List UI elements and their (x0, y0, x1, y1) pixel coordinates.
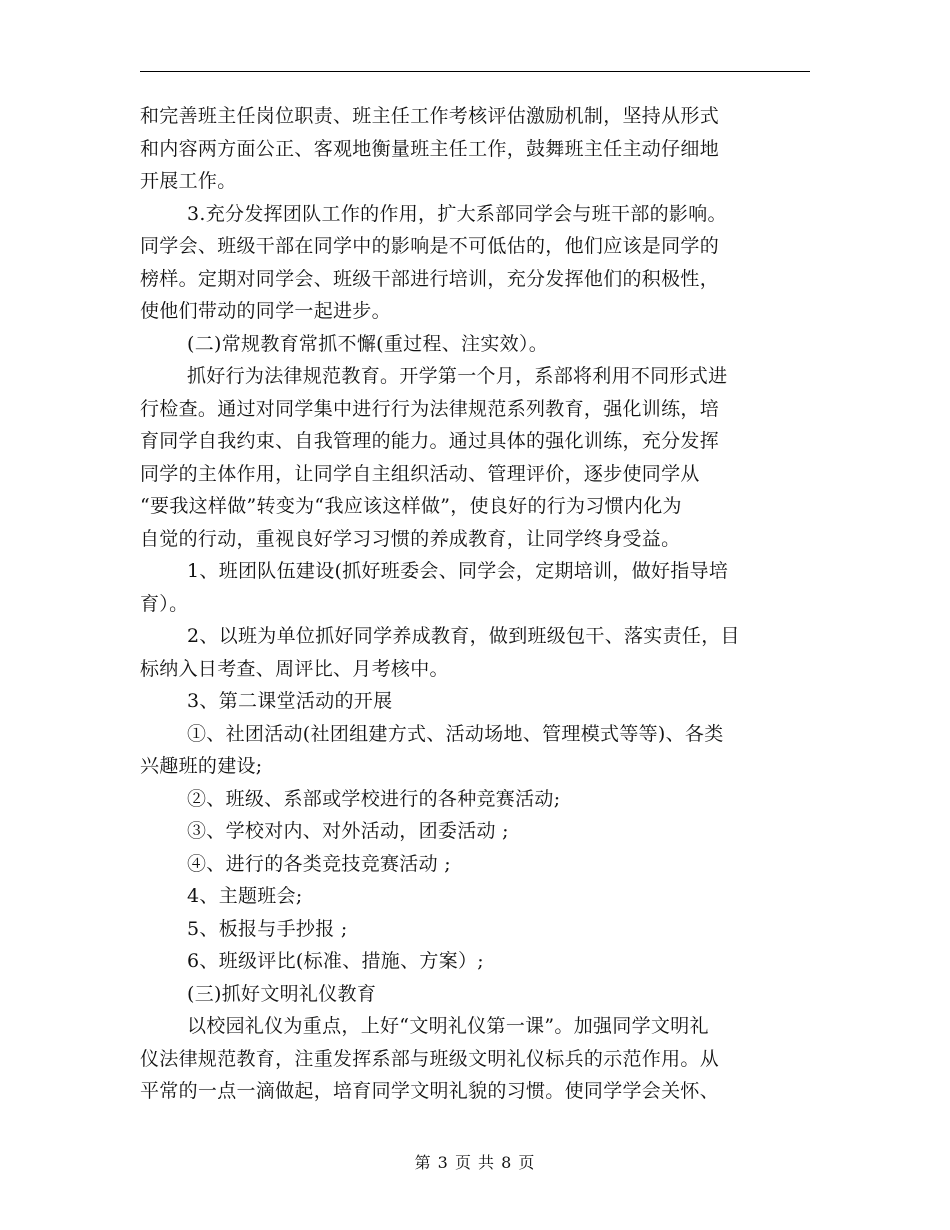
text-line: 3.充分发挥团队工作的作用，扩大系部同学会与班干部的影响。 (187, 202, 727, 225)
text-line: 自觉的行动，重视良好学习习惯的养成教育，让同学终身受益。 (140, 527, 681, 550)
text-line: ③、学校对内、对外活动，团委活动 ; (187, 820, 509, 842)
text-line: 使他们带动的同学一起进步。 (140, 300, 391, 322)
text-line: ①、社团活动(社团组建方式、活动场地、管理模式等等)、各类 (187, 722, 724, 745)
text-line: ④、进行的各类竞技竞赛活动 ; (187, 852, 451, 875)
text-line: (三)抓好文明礼仪教育 (187, 982, 377, 1005)
text-line: 榜样。定期对同学会、班级干部进行培训，充分发挥他们的积极性， (140, 267, 720, 290)
text-line: 6、班级评比(标准、措施、方案）; (187, 950, 485, 972)
text-line: 3、第二课堂活动的开展 (187, 690, 393, 712)
text-line: 同学会、班级干部在同学中的影响是不可低估的，他们应该是同学的 (140, 235, 720, 257)
text-line: 开展工作。 (140, 170, 237, 192)
text-line: 行检查。通过对同学集中进行行为法律规范系列教育，强化训练，培 (140, 397, 720, 420)
text-line: 仪法律规范教育，注重发挥系部与班级文明礼仪标兵的示范作用。从 (140, 1047, 720, 1070)
text-line: 育同学自我约束、自我管理的能力。通过具体的强化训练，充分发挥 (140, 430, 720, 452)
text-line: 2、以班为单位抓好同学养成教育，做到班级包干、落实责任，目 (187, 625, 740, 647)
text-line: 和内容两方面公正、客观地衡量班主任工作，鼓舞班主任主动仔细地 (140, 137, 720, 160)
text-line: 1、班团队伍建设(抓好班委会、同学会，定期培训，做好指导培 (187, 560, 729, 582)
text-line: 同学的主体作用，让同学自主组织活动、管理评价，逐步使同学从 (140, 462, 700, 485)
text-line: ②、班级、系部或学校进行的各种竞赛活动; (187, 787, 561, 810)
text-line: 以校园礼仪为重点，上好“文明礼仪第一课”。加强同学文明礼 (187, 1015, 709, 1037)
text-line: 4、主题班会; (187, 885, 303, 907)
body-text (140, 100, 820, 1108)
text-line: 育）。 (140, 592, 189, 615)
text-line: 兴趣班的建设; (140, 755, 263, 777)
text-line: 和完善班主任岗位职责、班主任工作考核评估激励机制，坚持从形式 (140, 105, 720, 127)
header-rule (140, 71, 810, 72)
text-line: 标纳入日考查、周评比、月考核中。 (140, 657, 449, 680)
page-footer: 第 3 页 共 8 页 (414, 1153, 536, 1172)
text-line: 平常的一点一滴做起，培育同学文明礼貌的习惯。使同学学会关怀、 (140, 1080, 720, 1102)
text-line: (二)常规教育常抓不懈(重过程、注实效）。 (187, 332, 549, 355)
text-line: “要我这样做”转变为“我应该这样做”，使良好的行为习惯内化为 (140, 495, 682, 517)
text-line: 5、板报与手抄报 ; (187, 917, 348, 940)
text-line: 抓好行为法律规范教育。开学第一个月，系部将利用不同形式进 (187, 365, 728, 387)
